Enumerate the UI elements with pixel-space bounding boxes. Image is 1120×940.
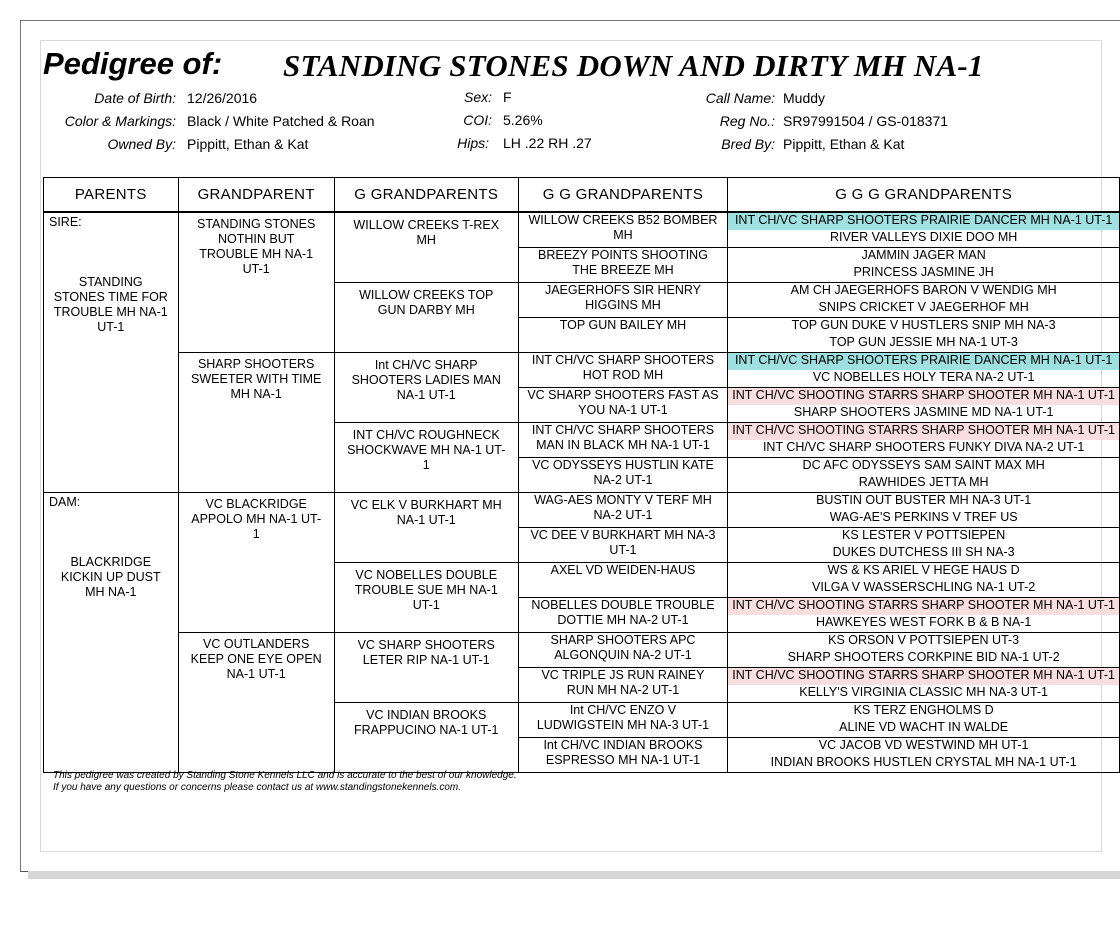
gg-grandparent-name: INT CH/VC SHARP SHOOTERS MAN IN BLACK MH NA-1 UT-1	[531, 423, 715, 452]
ggg-grandparent-cell	[728, 528, 1120, 563]
ggg-grandparent-cell	[728, 738, 1120, 773]
dog-name-title: STANDING STONES DOWN AND DIRTY MH NA-1	[283, 48, 984, 83]
gg-grandparent-cell	[518, 353, 728, 388]
g-grandparent-cell	[334, 423, 518, 493]
gg-grandparent-name: VC ODYSSEYS HUSTLIN KATE NA-2 UT-1	[532, 458, 714, 487]
gg-grandparent-name: VC DEE V BURKHART MH NA-3 UT-1	[530, 528, 716, 557]
g-grandparent-cell	[334, 633, 518, 703]
dob-label: Date of Birth:	[94, 90, 176, 106]
table-row	[44, 493, 1120, 528]
gg-grandparent-cell	[518, 703, 728, 738]
gg-grandparent-name: Int CH/VC ENZO V LUDWIGSTEIN MH NA-3 UT-1	[536, 703, 710, 732]
grandparent-cell	[178, 212, 334, 353]
ggg-grandparent-cell	[728, 283, 1120, 318]
ggg-grandparent-name: SHARP SHOOTERS JASMINE MD NA-1 UT-1	[793, 405, 1054, 419]
owned-label: Owned By:	[107, 136, 176, 152]
parent-name: STANDING STONES TIME FOR TROUBLE MH NA-1 UT-1	[53, 275, 168, 334]
table-row	[44, 212, 1120, 248]
gg-grandparent-cell	[518, 493, 728, 528]
ggg-grandparent-name: INT CH/VC SHARP SHOOTERS FUNKY DIVA NA-2 UT-1	[762, 440, 1085, 454]
gg-grandparent-cell	[518, 212, 728, 248]
ggg-grandparent-name: HAWKEYES WEST FORK B & B NA-1	[815, 615, 1032, 629]
ggg-grandparent-name: KS TERZ ENGHOLMS D	[853, 703, 994, 717]
reg-no-value: SR97991504 / GS-018371	[783, 113, 949, 129]
gg-grandparent-cell	[518, 458, 728, 493]
sex-label: Sex:	[463, 89, 492, 105]
ggg-grandparent-cell	[728, 212, 1120, 248]
grandparent-name: STANDING STONES NOTHIN BUT TROUBLE MH NA-1 UT-1	[197, 217, 316, 276]
sex-value: F	[503, 89, 512, 105]
color-label: Color & Markings:	[64, 113, 176, 129]
ggg-grandparent-name: VC NOBELLES HOLY TERA NA-2 UT-1	[812, 370, 1035, 384]
col-header-gg-grandparents: G G GRANDPARENTS	[518, 178, 728, 213]
ggg-grandparent-name: VC JACOB VD WESTWIND MH UT-1	[818, 738, 1029, 752]
ggg-grandparent-cell	[728, 388, 1120, 423]
grandparent-name: VC BLACKRIDGE APPOLO MH NA-1 UT-1	[191, 497, 322, 541]
gg-grandparent-name: BREEZY POINTS SHOOTING THE BREEZE MH	[538, 248, 708, 277]
gg-grandparent-name: VC SHARP SHOOTERS FAST AS YOU NA-1 UT-1	[527, 388, 719, 417]
ggg-grandparent-name: INT CH/VC SHOOTING STARRS SHARP SHOOTER MH NA-1 UT-1	[728, 668, 1119, 685]
ggg-grandparent-cell	[728, 318, 1120, 353]
ggg-grandparent-name: INT CH/VC SHOOTING STARRS SHARP SHOOTER MH NA-1 UT-1	[728, 388, 1119, 405]
dam-label: DAM:	[49, 495, 81, 509]
gg-grandparent-name: Int CH/VC INDIAN BROOKS ESPRESSO MH NA-1 UT-1	[543, 738, 703, 767]
g-grandparent-name: Int CH/VC SHARP SHOOTERS LADIES MAN NA-1 UT-1	[351, 358, 501, 402]
gg-grandparent-cell	[518, 388, 728, 423]
gg-grandparent-cell	[518, 598, 728, 633]
footer-note	[53, 770, 517, 794]
gg-grandparent-cell	[518, 668, 728, 703]
ggg-grandparent-cell	[728, 668, 1120, 703]
ggg-grandparent-name: RAWHIDES JETTA MH	[858, 475, 989, 489]
ggg-grandparent-name: TOP GUN JESSIE MH NA-1 UT-3	[829, 335, 1018, 349]
ggg-grandparent-name: PRINCESS JASMINE JH	[853, 265, 994, 279]
hips-value: LH .22 RH .27	[503, 135, 592, 151]
g-grandparent-name: WILLOW CREEKS TOP GUN DARBY MH	[359, 288, 494, 317]
gg-grandparent-name: AXEL VD WEIDEN-HAUS	[550, 563, 696, 577]
ggg-grandparent-cell	[728, 703, 1120, 738]
gg-grandparent-name: SHARP SHOOTERS APC ALGONQUIN NA-2 UT-1	[550, 633, 696, 662]
ggg-grandparent-cell	[728, 563, 1120, 598]
ggg-grandparent-name: SNIPS CRICKET V JAEGERHOF MH	[818, 300, 1029, 314]
ggg-grandparent-name: ALINE VD WACHT IN WALDE	[839, 720, 1009, 734]
ggg-grandparent-name: WAG-AE'S PERKINS V TREF US	[829, 510, 1018, 524]
ggg-grandparent-name: INDIAN BROOKS HUSTLEN CRYSTAL MH NA-1 UT-1	[770, 755, 1077, 769]
ggg-grandparent-name: INT CH/VC SHOOTING STARRS SHARP SHOOTER MH NA-1 UT-1	[728, 423, 1119, 440]
reg-no-label: Reg No.:	[719, 113, 775, 129]
ggg-grandparent-name: DC AFC ODYSSEYS SAM SAINT MAX MH	[802, 458, 1045, 472]
gg-grandparent-name: NOBELLES DOUBLE TROUBLE DOTTIE MH NA-2 UT-1	[531, 598, 715, 627]
bred-by-value: Pippitt, Ethan & Kat	[783, 136, 905, 152]
hips-label: Hips:	[457, 135, 489, 151]
ggg-grandparent-cell	[728, 633, 1120, 668]
gg-grandparent-cell	[518, 563, 728, 598]
gg-grandparent-name: WAG-AES MONTY V TERF MH NA-2 UT-1	[534, 493, 712, 522]
table-header-row	[44, 178, 1120, 213]
gg-grandparent-name: WILLOW CREEKS B52 BOMBER MH	[528, 213, 718, 242]
sire-cell	[44, 212, 179, 493]
g-grandparent-cell	[334, 493, 518, 563]
col-header-g-grandparents: G GRANDPARENTS	[334, 178, 518, 213]
call-name-value: Muddy	[783, 90, 826, 106]
ggg-grandparent-name: WS & KS ARIEL V HEGE HAUS D	[827, 563, 1020, 577]
ggg-grandparent-name: KS ORSON V POTTSIEPEN UT-3	[828, 633, 1020, 647]
ggg-grandparent-name: INT CH/VC SHARP SHOOTERS PRAIRIE DANCER MH NA-1 UT-1	[728, 213, 1119, 230]
ggg-grandparent-name: TOP GUN DUKE V HUSTLERS SNIP MH NA-3	[791, 318, 1056, 332]
dam-cell	[44, 493, 179, 773]
g-grandparent-cell	[334, 353, 518, 423]
ggg-grandparent-cell	[728, 493, 1120, 528]
dob-value: 12/26/2016	[187, 90, 258, 106]
ggg-grandparent-name: BUSTIN OUT BUSTER MH NA-3 UT-1	[816, 493, 1032, 507]
gg-grandparent-cell	[518, 423, 728, 458]
grandparent-name: VC OUTLANDERS KEEP ONE EYE OPEN NA-1 UT-1	[190, 637, 322, 681]
ggg-grandparent-name: INT CH/VC SHARP SHOOTERS PRAIRIE DANCER MH NA-1 UT-1	[728, 353, 1119, 370]
gg-grandparent-cell	[518, 633, 728, 668]
col-header-ggg-grandparents: G G G GRANDPARENTS	[728, 178, 1120, 213]
ggg-grandparent-name: SHARP SHOOTERS CORKPINE BID NA-1 UT-2	[787, 650, 1060, 664]
grandparent-cell	[178, 353, 334, 493]
ggg-grandparent-name: AM CH JAEGERHOFS BARON V WENDIG MH	[790, 283, 1057, 297]
ggg-grandparent-cell	[728, 423, 1120, 458]
owned-value: Pippitt, Ethan & Kat	[187, 136, 309, 152]
call-name-label: Call Name:	[705, 90, 775, 106]
coi-value: 5.26%	[503, 112, 543, 128]
gg-grandparent-name: INT CH/VC SHARP SHOOTERS HOT ROD MH	[531, 353, 715, 382]
grandparent-name: SHARP SHOOTERS SWEETER WITH TIME MH NA-1	[191, 357, 322, 401]
g-grandparent-name: INT CH/VC ROUGHNECK SHOCKWAVE MH NA-1 UT-1	[347, 428, 506, 472]
gg-grandparent-cell	[518, 738, 728, 773]
footer-line-1: This pedigree was created by Standing Stone Kennels LLC and is accurate to the best of our knowledge.	[53, 770, 517, 781]
col-header-parents: PARENTS	[44, 178, 179, 213]
gg-grandparent-cell	[518, 248, 728, 283]
g-grandparent-name: VC INDIAN BROOKS FRAPPUCINO NA-1 UT-1	[354, 708, 499, 737]
g-grandparent-name: VC ELK V BURKHART MH NA-1 UT-1	[350, 498, 502, 527]
ggg-grandparent-cell	[728, 458, 1120, 493]
pedigree-table	[43, 177, 1120, 773]
col-header-grandparent: GRANDPARENT	[178, 178, 334, 213]
coi-label: COI:	[463, 112, 492, 128]
g-grandparent-cell	[334, 703, 518, 773]
ggg-grandparent-name: JAMMIN JAGER MAN	[861, 248, 986, 262]
ggg-grandparent-name: VILGA V WASSERSCHLING NA-1 UT-2	[812, 580, 1036, 594]
page-shadow	[28, 871, 1120, 879]
grandparent-cell	[178, 633, 334, 773]
table-row	[44, 633, 1120, 668]
gg-grandparent-cell	[518, 528, 728, 563]
g-grandparent-name: VC NOBELLES DOUBLE TROUBLE SUE MH NA-1 UT-1	[354, 568, 498, 612]
gg-grandparent-cell	[518, 318, 728, 353]
g-grandparent-name: WILLOW CREEKS T-REX MH	[353, 218, 500, 247]
color-value: Black / White Patched & Roan	[187, 113, 375, 129]
table-row	[44, 353, 1120, 388]
g-grandparent-cell	[334, 563, 518, 633]
g-grandparent-cell	[334, 212, 518, 283]
ggg-grandparent-name: RIVER VALLEYS DIXIE DOO MH	[829, 230, 1018, 244]
gg-grandparent-name: VC TRIPLE JS RUN RAINEY RUN MH NA-2 UT-1	[541, 668, 705, 697]
footer-line-2: If you have any questions or concerns please contact us at www.standingstonekennels.com.	[53, 782, 462, 793]
pedigree-body	[44, 212, 1120, 773]
g-grandparent-cell	[334, 283, 518, 353]
ggg-grandparent-cell	[728, 598, 1120, 633]
ggg-grandparent-name: INT CH/VC SHOOTING STARRS SHARP SHOOTER MH NA-1 UT-1	[728, 598, 1119, 615]
sire-label: SIRE:	[49, 215, 82, 229]
ggg-grandparent-name: KELLY'S VIRGINIA CLASSIC MH NA-3 UT-1	[799, 685, 1049, 699]
ggg-grandparent-cell	[728, 353, 1120, 388]
parent-name: BLACKRIDGE KICKIN UP DUST MH NA-1	[60, 555, 161, 599]
grandparent-cell	[178, 493, 334, 633]
bred-by-label: Bred By:	[721, 136, 775, 152]
ggg-grandparent-name: DUKES DUTCHESS III SH NA-3	[832, 545, 1015, 559]
pedigree-title-label: Pedigree of:	[43, 46, 223, 81]
ggg-grandparent-name: KS LESTER V POTTSIEPEN	[842, 528, 1006, 542]
gg-grandparent-cell	[518, 283, 728, 318]
gg-grandparent-name: JAEGERHOFS SIR HENRY HIGGINS MH	[544, 283, 701, 312]
g-grandparent-name: VC SHARP SHOOTERS LETER RIP NA-1 UT-1	[357, 638, 495, 667]
ggg-grandparent-cell	[728, 248, 1120, 283]
gg-grandparent-name: TOP GUN BAILEY MH	[559, 318, 687, 332]
